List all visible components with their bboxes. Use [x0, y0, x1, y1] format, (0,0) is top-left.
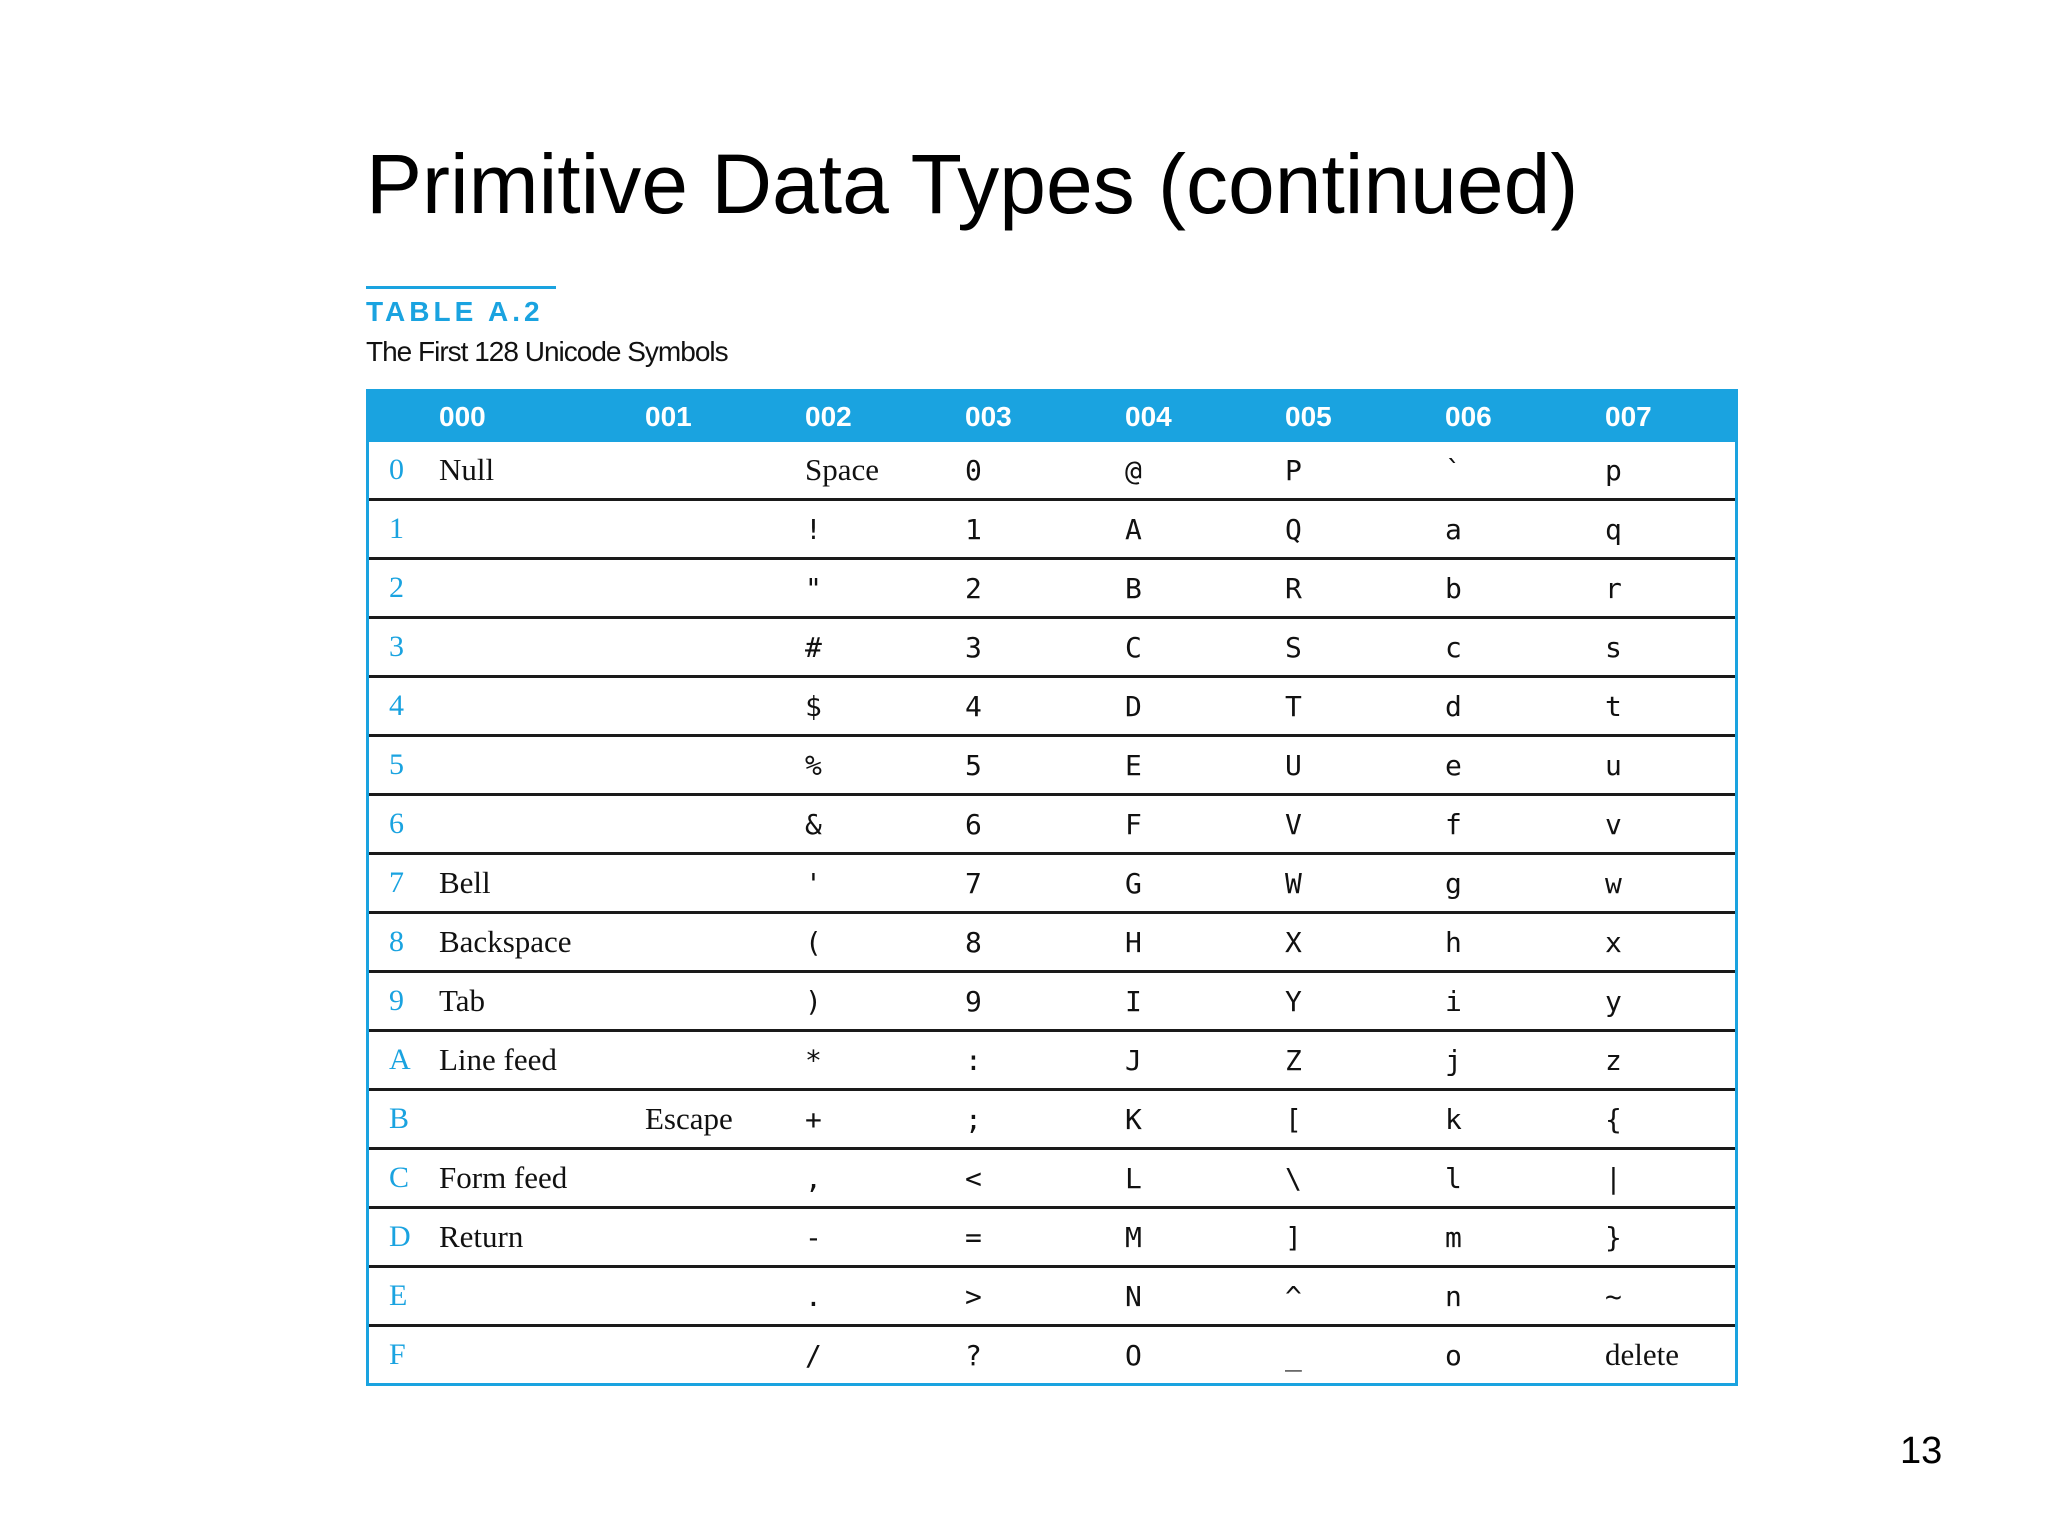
symbol-cell: ) [805, 972, 965, 1031]
symbol-cell: q [1605, 500, 1735, 559]
table-body [369, 442, 1735, 1383]
control-char-cell [645, 1208, 805, 1267]
symbol-cell: V [1285, 795, 1445, 854]
table-header-row [369, 392, 1735, 442]
control-char-cell [645, 559, 805, 618]
symbol-cell: : [965, 1031, 1125, 1090]
symbol-cell: X [1285, 913, 1445, 972]
symbol-cell: F [1125, 795, 1285, 854]
symbol-cell: delete [1605, 1337, 1680, 1372]
table-row [369, 972, 1735, 1031]
control-char-cell [645, 736, 805, 795]
symbol-cell: & [805, 795, 965, 854]
symbol-cell: 8 [965, 913, 1125, 972]
control-char-cell [645, 972, 805, 1031]
symbol-cell: - [805, 1208, 965, 1267]
table-label: TABLE A.2 [366, 296, 544, 327]
symbol-cell: > [965, 1267, 1125, 1326]
table-row [369, 1326, 1735, 1384]
row-key-cell: 5 [369, 736, 439, 795]
control-char-cell: Escape [645, 1090, 805, 1149]
symbol-cell: _ [1285, 1338, 1302, 1372]
symbol-cell: Q [1285, 500, 1445, 559]
control-char-cell [439, 1267, 645, 1326]
symbol-cell: G [1125, 854, 1285, 913]
row-key-cell: 3 [369, 618, 439, 677]
symbol-cell: 2 [965, 559, 1125, 618]
row-key-cell: F [389, 1338, 406, 1371]
symbol-cell: Z [1285, 1031, 1445, 1090]
table-row [369, 795, 1735, 854]
symbol-cell: b [1445, 559, 1605, 618]
symbol-cell: o [1445, 1338, 1462, 1372]
symbol-cell: t [1605, 677, 1735, 736]
symbol-cell: % [805, 736, 965, 795]
symbol-cell: ; [965, 1090, 1125, 1149]
symbol-cell: Y [1285, 972, 1445, 1031]
symbol-cell: ? [965, 1338, 982, 1372]
control-char-cell: Backspace [439, 913, 645, 972]
symbol-cell: i [1445, 972, 1605, 1031]
symbol-cell: 5 [965, 736, 1125, 795]
control-char-cell [645, 1326, 805, 1384]
control-char-cell [439, 1326, 645, 1384]
control-char-cell [645, 677, 805, 736]
table-row [369, 677, 1735, 736]
table-row [369, 1149, 1735, 1208]
symbol-cell: ' [805, 854, 965, 913]
symbol-cell: v [1605, 795, 1735, 854]
symbol-cell: R [1285, 559, 1445, 618]
symbol-cell: l [1445, 1149, 1605, 1208]
symbol-cell: e [1445, 736, 1605, 795]
symbol-cell: ( [805, 913, 965, 972]
symbol-cell: ] [1285, 1208, 1445, 1267]
control-char-cell [439, 1090, 645, 1149]
table-row [369, 854, 1735, 913]
symbol-cell: s [1605, 618, 1735, 677]
symbol-cell: p [1605, 442, 1735, 500]
column-header: 004 [1125, 392, 1285, 442]
symbol-cell: I [1125, 972, 1285, 1031]
symbol-cell: r [1605, 559, 1735, 618]
control-char-cell: Bell [439, 854, 645, 913]
unicode-table [366, 389, 1738, 1386]
control-char-cell [645, 795, 805, 854]
table-row [369, 500, 1735, 559]
symbol-cell: { [1605, 1090, 1735, 1149]
control-char-cell [439, 500, 645, 559]
symbol-cell: A [1125, 500, 1285, 559]
symbol-cell: J [1125, 1031, 1285, 1090]
symbol-cell: } [1605, 1208, 1735, 1267]
symbol-cell: ! [805, 500, 965, 559]
symbol-cell: P [1285, 442, 1445, 500]
symbol-cell: . [805, 1267, 965, 1326]
table-row [369, 1031, 1735, 1090]
symbol-cell: g [1445, 854, 1605, 913]
symbol-cell: 0 [965, 442, 1125, 500]
symbol-cell: 3 [965, 618, 1125, 677]
symbol-cell: * [805, 1031, 965, 1090]
row-key-cell: 7 [369, 854, 439, 913]
control-char-cell [439, 677, 645, 736]
column-header: 003 [965, 392, 1125, 442]
symbol-cell: 6 [965, 795, 1125, 854]
symbol-cell: Space [805, 442, 965, 500]
control-char-cell: Line feed [439, 1031, 645, 1090]
table-subtitle: The First 128 Unicode Symbols [366, 336, 728, 367]
control-char-cell [645, 618, 805, 677]
row-key-cell: 1 [369, 500, 439, 559]
page-number: 13 [1900, 1430, 1943, 1472]
symbol-cell: , [805, 1149, 965, 1208]
symbol-cell: \ [1285, 1149, 1445, 1208]
table-row [369, 1090, 1735, 1149]
table-row [369, 442, 1735, 500]
control-char-cell [439, 795, 645, 854]
symbol-cell: 7 [965, 854, 1125, 913]
column-header: 006 [1445, 392, 1605, 442]
symbol-cell: S [1285, 618, 1445, 677]
row-key-cell: 8 [369, 913, 439, 972]
symbol-cell: 9 [965, 972, 1125, 1031]
symbol-cell: w [1605, 854, 1735, 913]
control-char-cell [645, 442, 805, 500]
table-caption-rule [366, 286, 556, 289]
symbol-cell: ^ [1285, 1267, 1445, 1326]
symbol-cell: + [805, 1090, 965, 1149]
table-row [369, 559, 1735, 618]
symbol-cell: # [805, 618, 965, 677]
row-key-cell: 0 [369, 442, 439, 500]
symbol-cell: U [1285, 736, 1445, 795]
symbol-cell: $ [805, 677, 965, 736]
row-key-cell: 2 [369, 559, 439, 618]
control-char-cell: Tab [439, 972, 645, 1031]
column-header: 002 [805, 392, 965, 442]
symbol-cell: " [805, 559, 965, 618]
symbol-cell: j [1445, 1031, 1605, 1090]
control-char-cell: Return [439, 1208, 645, 1267]
symbol-cell: < [965, 1149, 1125, 1208]
symbol-cell: C [1125, 618, 1285, 677]
symbol-cell: h [1445, 913, 1605, 972]
control-char-cell [439, 736, 645, 795]
symbol-cell: n [1445, 1267, 1605, 1326]
symbol-cell: f [1445, 795, 1605, 854]
row-key-cell: A [369, 1031, 439, 1090]
symbol-cell: W [1285, 854, 1445, 913]
control-char-cell [645, 913, 805, 972]
column-header: 007 [1605, 392, 1735, 442]
symbol-cell: z [1605, 1031, 1735, 1090]
table-row [369, 736, 1735, 795]
symbol-cell: L [1125, 1149, 1285, 1208]
table-row [369, 1267, 1735, 1326]
symbol-cell: M [1125, 1208, 1285, 1267]
row-key-cell: C [369, 1149, 439, 1208]
symbol-cell: ~ [1605, 1267, 1735, 1326]
column-header: 005 [1285, 392, 1445, 442]
column-header: 001 [645, 392, 805, 442]
symbol-cell: ` [1445, 442, 1605, 500]
symbol-cell: N [1125, 1267, 1285, 1326]
row-key-cell: B [369, 1090, 439, 1149]
table-row [369, 618, 1735, 677]
symbol-cell: K [1125, 1090, 1285, 1149]
column-header [369, 392, 439, 442]
control-char-cell [645, 854, 805, 913]
slide-title: Primitive Data Types (continued) [366, 137, 1579, 231]
symbol-cell: c [1445, 618, 1605, 677]
symbol-cell: @ [1125, 442, 1285, 500]
control-char-cell [645, 1031, 805, 1090]
control-char-cell [439, 618, 645, 677]
symbol-cell: a [1445, 500, 1605, 559]
control-char-cell: Form feed [439, 1149, 645, 1208]
symbol-cell: 4 [965, 677, 1125, 736]
symbol-cell: D [1125, 677, 1285, 736]
row-key-cell: 9 [369, 972, 439, 1031]
control-char-cell [439, 559, 645, 618]
symbol-cell: = [965, 1208, 1125, 1267]
symbol-cell: | [1605, 1149, 1735, 1208]
symbol-cell: O [1125, 1338, 1142, 1372]
control-char-cell [645, 1267, 805, 1326]
control-char-cell [645, 1149, 805, 1208]
symbol-cell: u [1605, 736, 1735, 795]
symbol-cell: x [1605, 913, 1735, 972]
symbol-cell: y [1605, 972, 1735, 1031]
symbol-cell: B [1125, 559, 1285, 618]
row-key-cell: 6 [369, 795, 439, 854]
column-header: 000 [439, 392, 645, 442]
symbol-cell: H [1125, 913, 1285, 972]
row-key-cell: 4 [369, 677, 439, 736]
symbol-cell: / [805, 1338, 822, 1372]
symbol-cell: k [1445, 1090, 1605, 1149]
symbol-cell: [ [1285, 1090, 1445, 1149]
symbol-cell: E [1125, 736, 1285, 795]
symbol-cell: d [1445, 677, 1605, 736]
control-char-cell: Null [439, 442, 645, 500]
row-key-cell: E [369, 1267, 439, 1326]
symbol-cell: m [1445, 1208, 1605, 1267]
control-char-cell [645, 500, 805, 559]
symbol-cell: 1 [965, 500, 1125, 559]
symbol-cell: T [1285, 677, 1445, 736]
table-row [369, 1208, 1735, 1267]
row-key-cell: D [369, 1208, 439, 1267]
table-row [369, 913, 1735, 972]
